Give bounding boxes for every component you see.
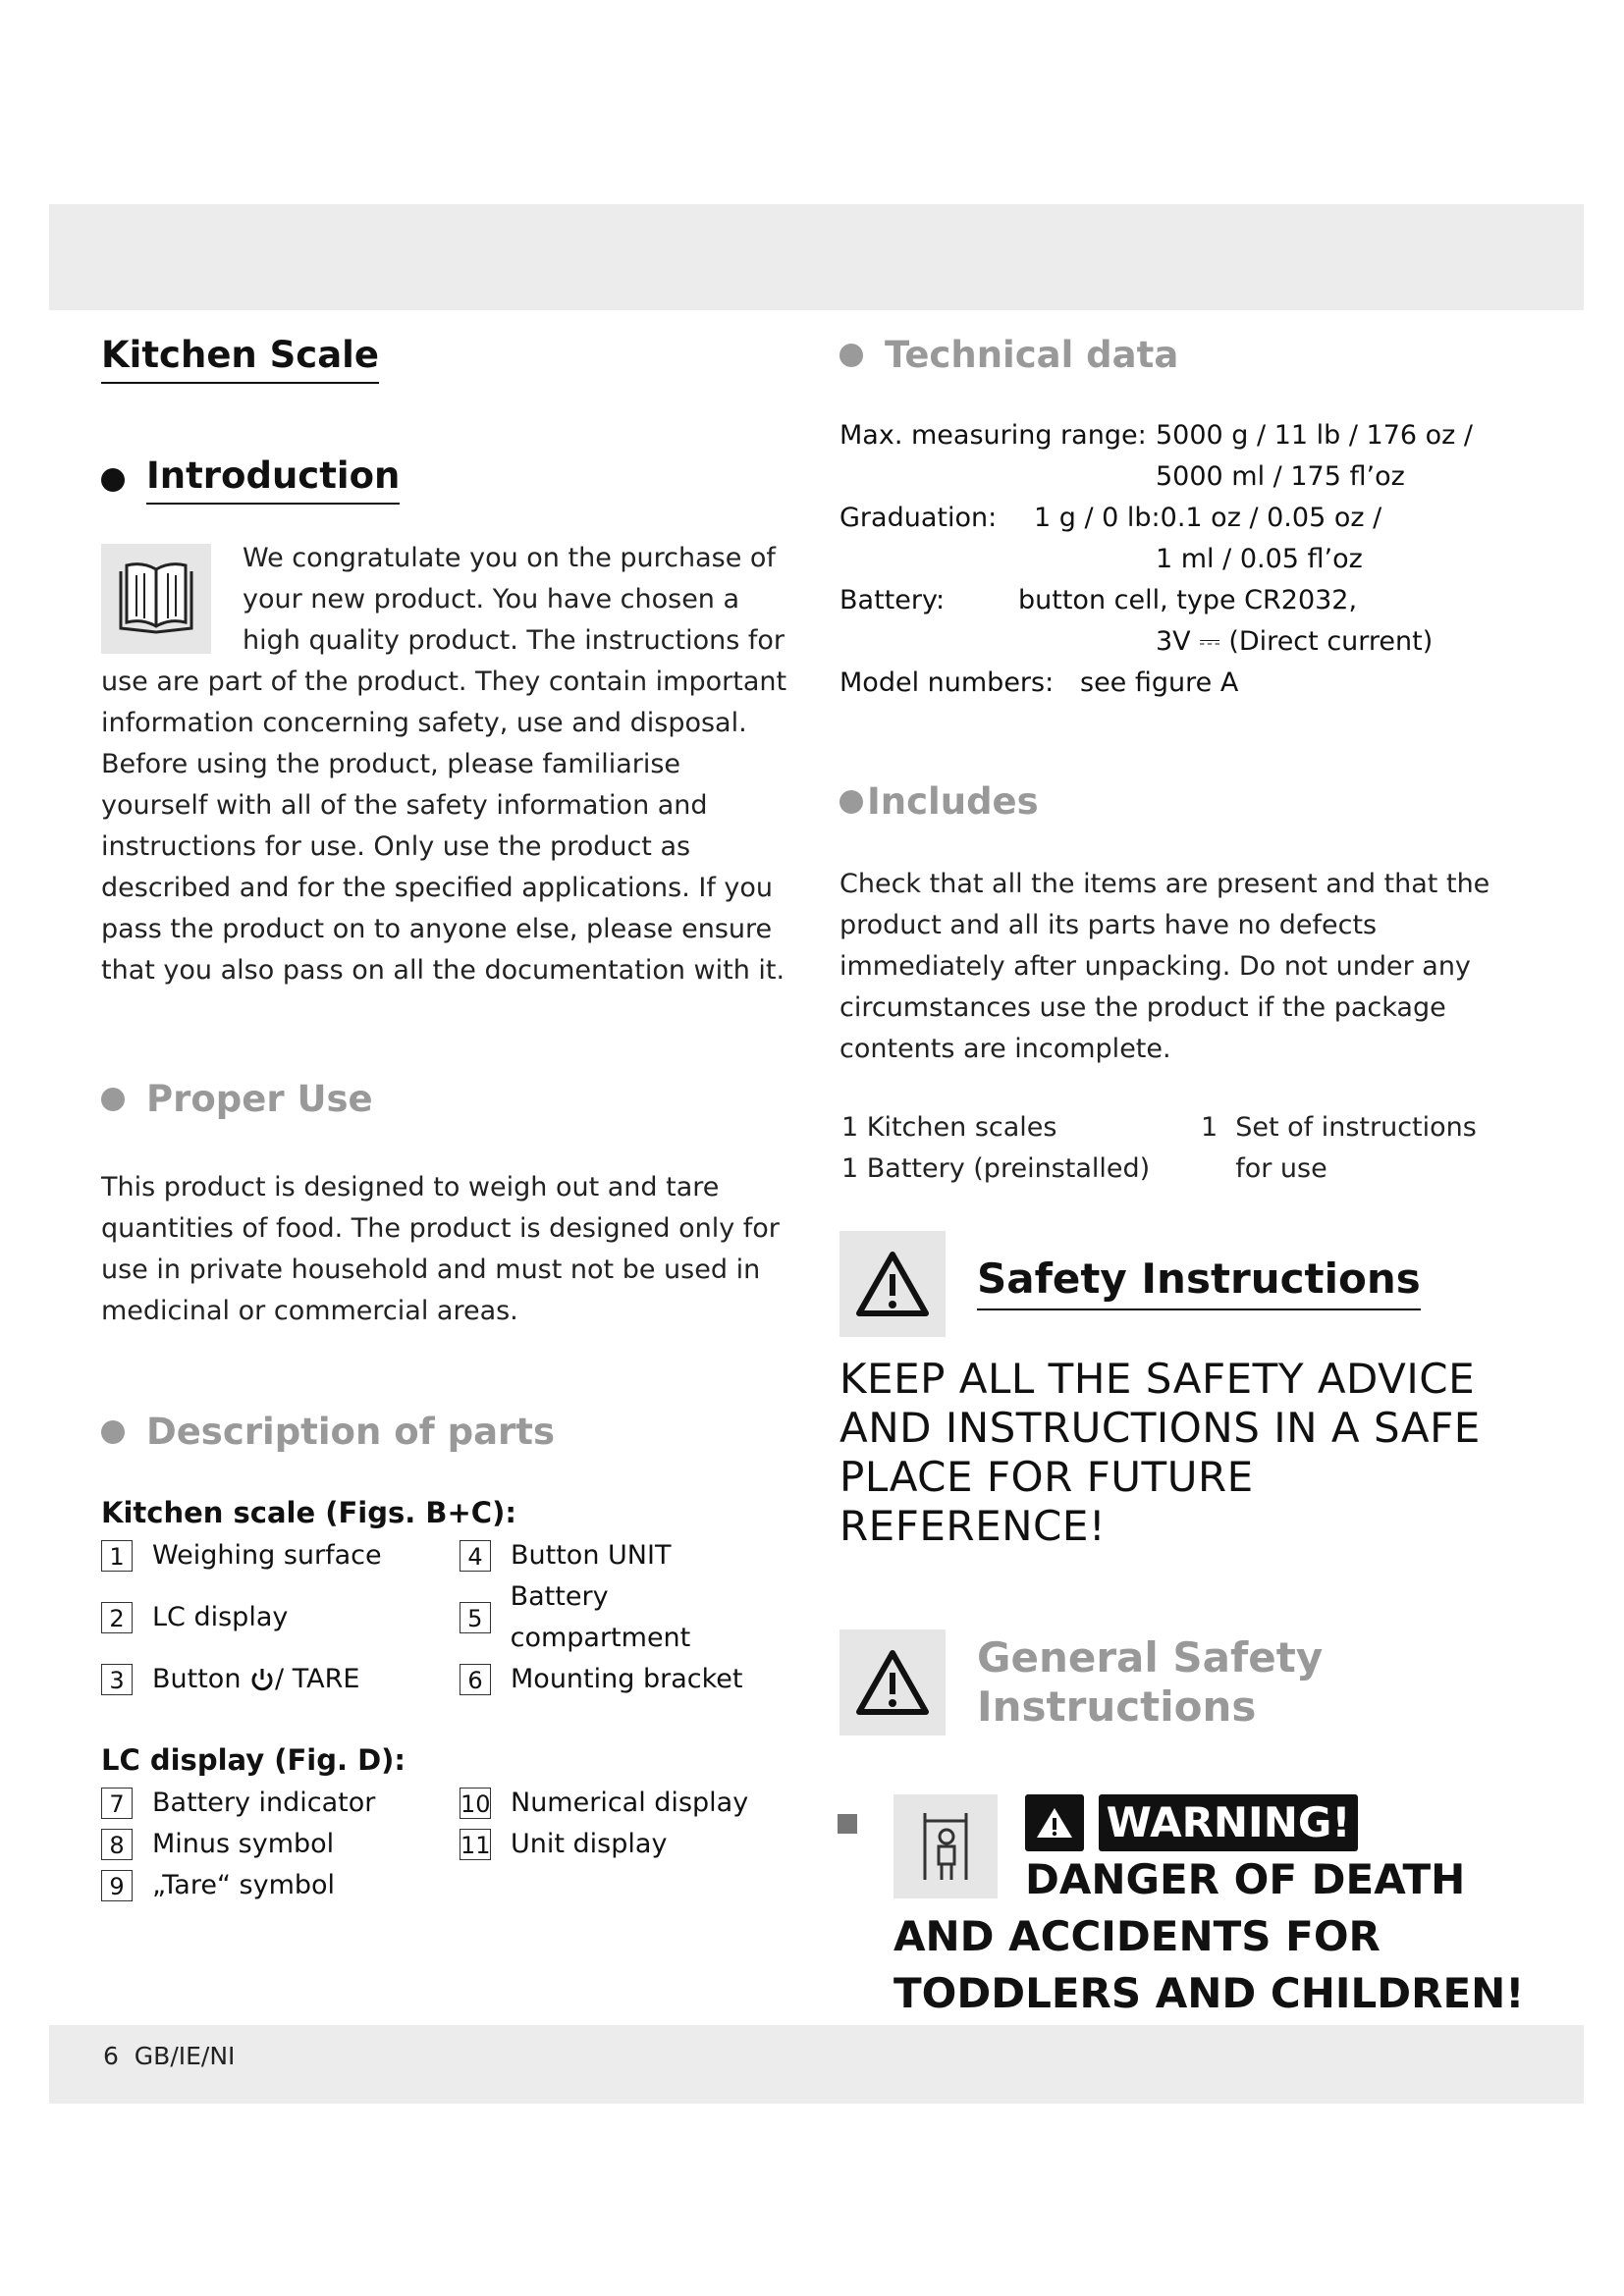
part-number: 1 (101, 1540, 133, 1572)
part-label: LC display (152, 1602, 289, 1632)
part-label: Button UNIT (511, 1540, 672, 1571)
tech-value: 1 ml / 0.05 fl’oz (1156, 544, 1363, 574)
warning-triangle-icon (839, 1231, 946, 1337)
part-item (101, 1865, 460, 1906)
tech-value: 1 g / 0 lb:0.1 oz / 0.05 oz / (1034, 503, 1382, 533)
footer-band (49, 2025, 1584, 2104)
tech-value: button cell, type CR2032, (1018, 585, 1358, 615)
tech-value: 5000 ml / 175 fl’oz (1156, 461, 1405, 492)
bullet-icon (839, 790, 863, 814)
warning-sign-icon (1025, 1794, 1084, 1851)
square-bullet-icon (838, 1814, 857, 1834)
includes-heading-text: Includes (867, 780, 1039, 823)
part-number: 7 (101, 1788, 133, 1819)
tech-label: Model numbers: (839, 667, 1055, 698)
part-item (101, 1659, 460, 1700)
tech-row (839, 498, 1537, 539)
lc-display-parts (101, 1743, 788, 1906)
part-label: Minus symbol (152, 1829, 335, 1859)
general-safety-heading (839, 1629, 1537, 1735)
right-column (839, 324, 1537, 2079)
part-item (460, 1535, 793, 1576)
part-number: 5 (460, 1602, 491, 1633)
tech-row-cont (839, 456, 1537, 498)
left-column (101, 324, 788, 1906)
part-item (101, 1824, 460, 1865)
part-item (101, 1576, 460, 1659)
part-label: „Tare“ symbol (152, 1870, 336, 1900)
tech-value: 3V ⎓ (Direct current) (1156, 626, 1434, 657)
includes-list (839, 1107, 1537, 1190)
kitchen-scale-parts (101, 1496, 788, 1700)
safety-instructions-heading (839, 1231, 1537, 1337)
page-title: Kitchen Scale (101, 334, 379, 384)
proper-use-text: This product is designed to weigh out and tare quantities of food. The product is designed only for use in private household and must not be used in medicinal or commercial areas. (101, 1172, 780, 1326)
part-label: / TARE (275, 1664, 360, 1694)
part-number: 8 (101, 1829, 133, 1860)
tech-row-cont (839, 539, 1537, 580)
part-item (460, 1824, 793, 1865)
bullet-icon (101, 1088, 125, 1111)
child-safety-icon (893, 1794, 998, 1898)
introduction-heading (101, 454, 788, 505)
part-item (460, 1659, 793, 1700)
power-icon (249, 1667, 275, 1692)
technical-heading (839, 334, 1537, 376)
introduction-body (101, 538, 788, 991)
introduction-heading-text: Introduction (146, 454, 400, 505)
proper-use-heading (101, 1078, 788, 1120)
tech-row (839, 415, 1537, 456)
part-number: 10 (460, 1788, 491, 1819)
part-item (101, 1783, 460, 1824)
general-safety-heading-text: General Safety Instructions (977, 1633, 1324, 1731)
part-number: 2 (101, 1602, 133, 1633)
includes-item: Set of instructions for use (1235, 1112, 1477, 1184)
part-label-prefix: Button (152, 1664, 250, 1694)
technical-table (839, 415, 1537, 704)
tech-row (839, 663, 1537, 704)
description-heading (101, 1411, 788, 1453)
safety-heading-text: Safety Instructions (977, 1255, 1421, 1310)
keep-safety-advice: KEEP ALL THE SAFETY ADVICE AND INSTRUCTIONS IN A SAFE PLACE FOR FUTURE REFERENCE! (839, 1355, 1481, 1550)
proper-use-heading-text: Proper Use (146, 1078, 373, 1120)
bullet-icon (101, 468, 125, 492)
tech-row (839, 580, 1537, 621)
tech-label: Graduation: (839, 503, 998, 533)
scale-parts-heading: Kitchen scale (Figs. B+C): (101, 1496, 516, 1529)
warning-text: DANGER OF DEATH AND ACCIDENTS FOR TODDLERS AND CHILDREN! (893, 1855, 1525, 2017)
header-band (49, 204, 1584, 310)
book-icon (101, 544, 211, 654)
includes-item: 1 Kitchen scales (841, 1112, 1057, 1143)
part-number: 3 (101, 1664, 133, 1695)
tech-value: 5000 g / 11 lb / 176 oz / (1156, 420, 1474, 451)
part-item (460, 1783, 793, 1824)
part-number: 11 (460, 1829, 491, 1860)
includes-item-qty: 1 (1201, 1112, 1218, 1143)
introduction-text: We congratulate you on the purchase of your new product. You have chosen a high quality product. The instructions for use are part of the product. They contain important information concerning safety, use and disposal. Before using the product, please familiarise yourself with all of the safety information and instructions for use. Only use the product as described and for the specified applications. If you pass the product on to anyone else, please ensure that you also pass on all the documentation with it. (101, 543, 787, 986)
part-label: Battery indicator (152, 1788, 376, 1818)
bullet-icon (101, 1420, 125, 1444)
technical-heading-text: Technical data (885, 334, 1179, 376)
includes-text: Check that all the items are present and that the product and all its parts have no defects immediately after unpacking. Do not under any circumstances use the product if the package contents are incomplete. (839, 869, 1490, 1064)
description-heading-text: Description of parts (146, 1411, 555, 1453)
part-number: 4 (460, 1540, 491, 1572)
includes-item: 1 Battery (preinstalled) (841, 1153, 1151, 1184)
warning-badge: WARNING! (1099, 1794, 1359, 1851)
part-item (101, 1535, 460, 1576)
part-number: 6 (460, 1664, 491, 1695)
part-label: Unit display (511, 1829, 668, 1859)
warning-triangle-icon (839, 1629, 946, 1735)
page-footer: 6 GB/IE/NI (103, 2042, 236, 2070)
part-label: Battery compartment (510, 1581, 691, 1653)
bullet-icon (839, 344, 863, 367)
tech-row-cont (839, 621, 1537, 663)
part-label: Weighing surface (152, 1540, 382, 1571)
lcd-parts-heading: LC display (Fig. D): (101, 1743, 406, 1777)
tech-value: see figure A (1080, 667, 1239, 698)
part-item (460, 1576, 793, 1659)
tech-label: Battery: (839, 585, 946, 615)
tech-label: Max. measuring range: (839, 420, 1147, 451)
part-number: 9 (101, 1870, 133, 1901)
part-label: Mounting bracket (511, 1664, 743, 1694)
part-label: Numerical display (511, 1788, 749, 1818)
includes-heading (839, 780, 1537, 823)
